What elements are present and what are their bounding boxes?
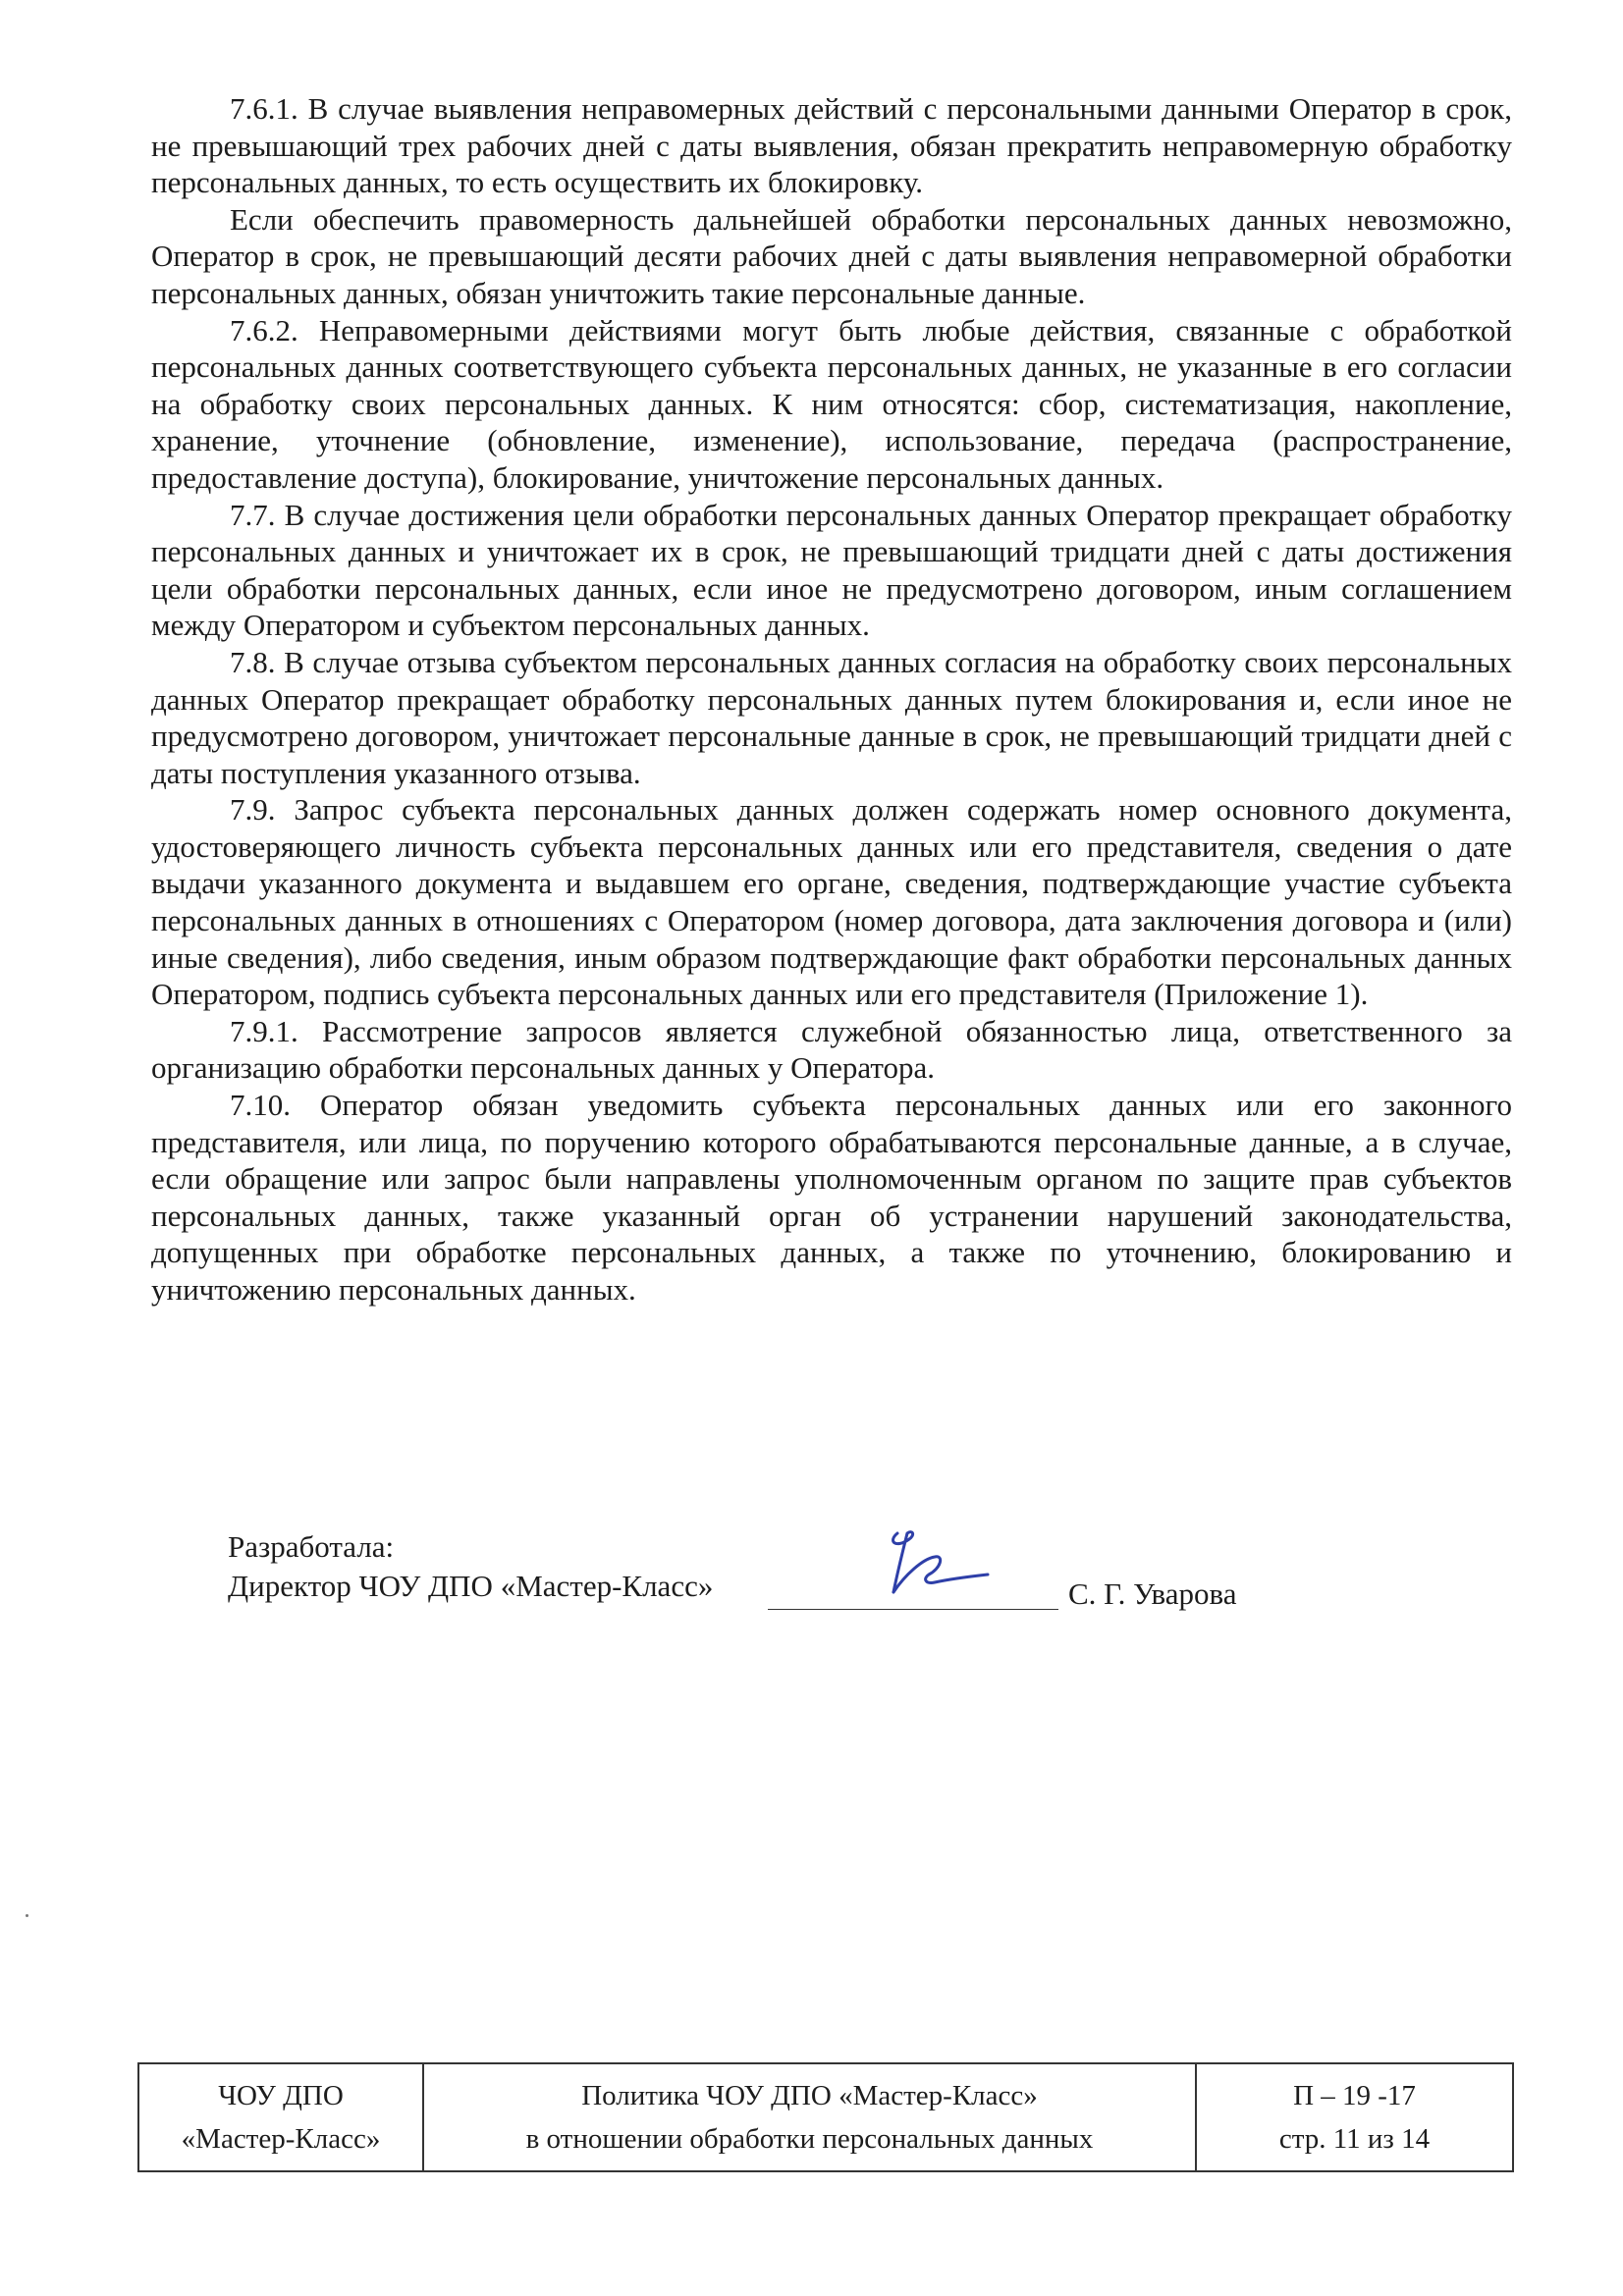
footer-table — [137, 2062, 1514, 2172]
signoff-block — [228, 1527, 713, 1606]
paragraph-7-6-2: 7.6.2. Неправомерными действиями могут быть любые действия, связанные с обработкой персональных данных соответствующего субъекта персональных данных, не указанные в его согласии на обработку своих персональных данных. К ним относятся: сбор, систематизация, накопление, хранение, уточнение (обновление, изменение), использование, передача (распространение, предоставление доступа), блокирование, уничтожение персональных данных. — [151, 312, 1512, 495]
signature-line — [768, 1609, 1058, 1610]
paragraph-7-9-1: 7.9.1. Рассмотрение запросов является служебной обязанностью лица, ответственного за организацию обработки персональных данных у Оператора. — [151, 1013, 1512, 1086]
paragraph-7-8: 7.8. В случае отзыва субъектом персональных данных согласия на обработку своих персональных данных Оператор прекращает обработку персональных данных путем блокирования и, если иное не предусмотрено договором, уничтожает персональные данные в срок, не превышающий тридцати дней с даты поступления указанного отзыва. — [151, 644, 1512, 790]
paragraph-7-10: 7.10. Оператор обязан уведомить субъекта персональных данных или его законного представителя, или лица, по поручению которого обрабатываются персональные данные, а в случае, если обращение или запрос были направлены уполномоченным органом по защите прав субъектов персональных данных, также указанный орган об устранении нарушений законодательства, допущенных при обработке персональных данных, а также по уточнению, блокированию и уничтожению персональных данных. — [151, 1088, 1512, 1307]
document-body — [151, 90, 1512, 1308]
signer-position: Директор ЧОУ ДПО «Мастер-Класс» — [228, 1569, 714, 1603]
footer-page-number: стр. 11 из 14 — [1278, 2123, 1431, 2155]
footer-org-line2: «Мастер-Класс» — [181, 2123, 381, 2155]
footer-doc-line1: Политика ЧОУ ДПО «Мастер-Класс» — [581, 2080, 1038, 2111]
footer-code-cell — [1196, 2063, 1513, 2171]
paragraph-7-7: 7.7. В случае достижения цели обработки персональных данных Оператор прекращает обработку персональных данных и уничтожает их в срок, не превышающий тридцати дней с даты достижения цели обработки персональных данных, если иное не предусмотрено договором, иным соглашением между Оператором и субъектом персональных данных. — [151, 497, 1512, 643]
footer-organization-cell — [138, 2063, 423, 2171]
footer-document-cell — [423, 2063, 1196, 2171]
developed-label: Разработала: — [228, 1529, 395, 1564]
paragraph-7-6-1: 7.6.1. В случае выявления неправомерных действий с персональными данными Оператор в срок, не превышающий трех рабочих дней с даты выявления, обязан прекратить неправомерную обработку персональных данных, то есть осуществить их блокировку. — [151, 91, 1512, 200]
paragraph-7-9: 7.9. Запрос субъекта персональных данных должен содержать номер основного документа, удостоверяющего личность субъекта персональных данных или его представителя, сведения о дате выдачи указанного документа и выдавшем его органе, сведения, подтверждающие участие субъекта персональных данных в отношениях с Оператором (номер договора, дата заключения договора и (или) иные сведения), либо сведения, иным образом подтверждающие факт обработки персональных данных Оператором, подпись субъекта персональных данных или его представителя (Приложение 1). — [151, 792, 1512, 1012]
handwritten-signature — [876, 1520, 1003, 1618]
scan-speck — [26, 1914, 28, 1917]
footer-doc-code: П – 19 -17 — [1293, 2080, 1416, 2111]
signer-name: С. Г. Уварова — [1068, 1576, 1237, 1611]
paragraph-7-6-1-continuation: Если обеспечить правомерность дальнейшей обработки персональных данных невозможно, Оператор в срок, не превышающий десяти рабочих дней с даты выявления неправомерной обработки персональных данных, обязан уничтожить такие персональные данные. — [151, 201, 1512, 310]
footer-org-line1: ЧОУ ДПО — [218, 2080, 344, 2111]
footer-doc-line2: в отношении обработки персональных данных — [525, 2123, 1094, 2155]
